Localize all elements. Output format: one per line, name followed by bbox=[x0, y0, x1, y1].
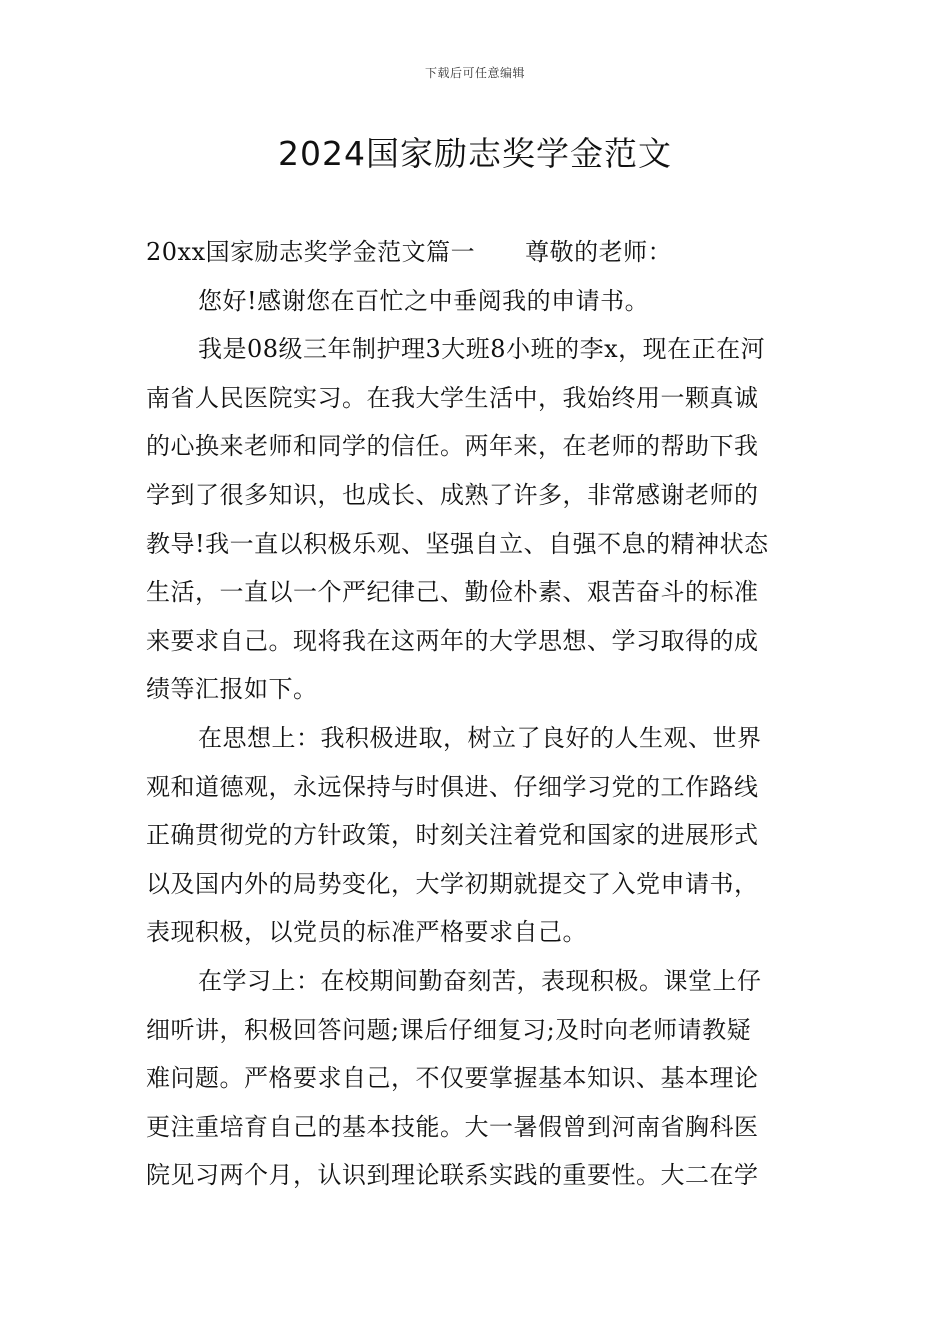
paragraph-line: 更注重培育自己的基本技能。大一暑假曾到河南省胸科医 bbox=[146, 1112, 759, 1141]
paragraph-line: 来要求自己。现将我在这两年的大学思想、学习取得的成 bbox=[146, 626, 759, 655]
salutation: 尊敬的老师： bbox=[525, 238, 673, 266]
paragraph-line: 的心换来老师和同学的信任。两年来，在老师的帮助下我 bbox=[146, 432, 759, 461]
paragraph-line: 我是08级三年制护理3大班8小班的李x，现在正在河 bbox=[198, 335, 766, 364]
paragraph-line: 表现积极，以党员的标准严格要求自己。 bbox=[146, 918, 587, 947]
document-body bbox=[146, 228, 806, 1200]
document-title: 2024国家励志奖学金范文 bbox=[278, 134, 672, 173]
section-heading: 20xx国家励志奖学金范文篇一 bbox=[146, 238, 476, 266]
paragraph-line: 观和道德观，永远保持与时俱进、仔细学习党的工作路线 bbox=[146, 772, 759, 801]
header-note: 下载后可任意编辑 bbox=[424, 66, 525, 80]
paragraph-line: 教导!我一直以积极乐观、坚强自立、自强不息的精神状态 bbox=[146, 529, 769, 558]
paragraph-line: 院见习两个月，认识到理论联系实践的重要性。大二在学 bbox=[146, 1161, 759, 1190]
paragraph-line: 学到了很多知识，也成长、成熟了许多，非常感谢老师的 bbox=[146, 480, 759, 509]
paragraph-line: 绩等汇报如下。 bbox=[146, 675, 318, 704]
paragraph-line: 正确贯彻党的方针政策，时刻关注着党和国家的进展形式 bbox=[146, 821, 759, 850]
paragraph-line: 南省人民医院实习。在我大学生活中，我始终用一颗真诚 bbox=[146, 383, 759, 412]
paragraph-line: 您好!感谢您在百忙之中垂阅我的申请书。 bbox=[198, 286, 650, 315]
paragraph-line: 难问题。严格要求自己，不仅要掌握基本知识、基本理论 bbox=[146, 1064, 759, 1093]
paragraph-line: 以及国内外的局势变化，大学初期就提交了入党申请书， bbox=[146, 869, 759, 898]
paragraph-line: 生活，一直以一个严纪律己、勤俭朴素、艰苦奋斗的标准 bbox=[146, 578, 759, 607]
paragraph-line: 细听讲，积极回答问题;课后仔细复习;及时向老师请教疑 bbox=[146, 1015, 752, 1044]
paragraph-line: 在学习上：在校期间勤奋刻苦，表现积极。课堂上仔 bbox=[198, 966, 762, 995]
opening-line bbox=[146, 228, 806, 277]
paragraph-line: 在思想上：我积极进取，树立了良好的人生观、世界 bbox=[198, 723, 762, 752]
